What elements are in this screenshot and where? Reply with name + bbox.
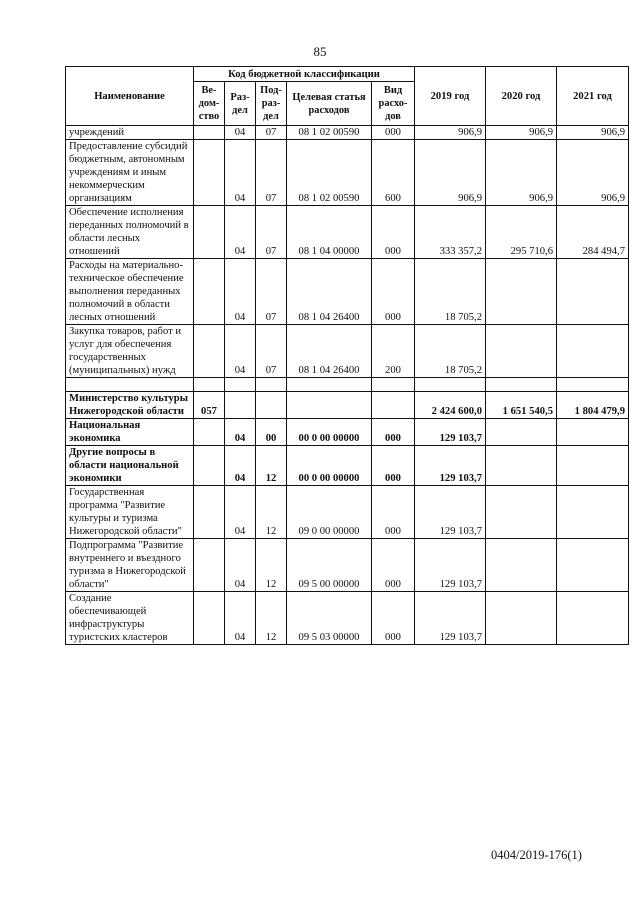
- cell-subsection: 07: [256, 206, 287, 259]
- cell-expense-type: 200: [372, 325, 415, 378]
- cell-2021: [557, 592, 629, 645]
- cell-2021: [557, 325, 629, 378]
- cell-2019: 129 103,7: [415, 486, 486, 539]
- cell-2021: [557, 539, 629, 592]
- cell-target-item: 00 0 00 00000: [287, 419, 372, 446]
- table-row: [66, 392, 629, 419]
- document-code: 0404/2019-176(1): [491, 848, 582, 862]
- cell-department: [194, 446, 225, 486]
- cell-name: учреждений: [66, 126, 194, 140]
- cell-name: Национальная экономика: [66, 419, 194, 446]
- cell-section: 04: [225, 419, 256, 446]
- cell-department: [194, 140, 225, 206]
- cell-2020: [486, 592, 557, 645]
- cell-expense-type: 000: [372, 419, 415, 446]
- cell-target-item: 09 0 00 00000: [287, 486, 372, 539]
- empty-cell: [486, 378, 557, 392]
- empty-cell: [225, 378, 256, 392]
- table-row: [66, 126, 629, 140]
- cell-2021: [557, 446, 629, 486]
- cell-department: [194, 259, 225, 325]
- table-row: [66, 539, 629, 592]
- cell-2019: 906,9: [415, 126, 486, 140]
- cell-2019: 18 705,2: [415, 259, 486, 325]
- cell-section: 04: [225, 592, 256, 645]
- cell-subsection: 12: [256, 539, 287, 592]
- cell-section: 04: [225, 259, 256, 325]
- cell-name: Обеспечение исполнения переданных полномочий в области лесных отношений: [66, 206, 194, 259]
- cell-section: 04: [225, 126, 256, 140]
- cell-name: Другие вопросы в области национальной экономики: [66, 446, 194, 486]
- cell-subsection: 07: [256, 325, 287, 378]
- spacer-row: [66, 378, 629, 392]
- cell-name: Министерство культуры Нижегородской области: [66, 392, 194, 419]
- budget-table: [65, 66, 629, 645]
- cell-department: [194, 325, 225, 378]
- header-name: Наименование: [66, 67, 194, 126]
- cell-department: [194, 419, 225, 446]
- table-row: [66, 592, 629, 645]
- cell-target-item: 00 0 00 00000: [287, 446, 372, 486]
- cell-target-item: 09 5 03 00000: [287, 592, 372, 645]
- cell-name: Расходы на материально-техническое обеспечение выполнения переданных полномочий в области лесных отношений: [66, 259, 194, 325]
- cell-expense-type: 000: [372, 446, 415, 486]
- table-row: [66, 206, 629, 259]
- empty-cell: [256, 378, 287, 392]
- cell-2019: 129 103,7: [415, 592, 486, 645]
- cell-department: [194, 486, 225, 539]
- cell-name: Предоставление субсидий бюджетным, автономным учреждениям и иным некоммерческим организациям: [66, 140, 194, 206]
- cell-expense-type: 000: [372, 206, 415, 259]
- cell-name: Создание обеспечивающей инфраструктуры туристских кластеров: [66, 592, 194, 645]
- cell-subsection: [256, 392, 287, 419]
- table-row: [66, 446, 629, 486]
- page-number: 85: [313, 44, 327, 59]
- cell-2019: 333 357,2: [415, 206, 486, 259]
- cell-2021: [557, 419, 629, 446]
- cell-2021: 1 804 479,9: [557, 392, 629, 419]
- cell-section: 04: [225, 446, 256, 486]
- cell-2019: 906,9: [415, 140, 486, 206]
- cell-2020: 906,9: [486, 126, 557, 140]
- cell-subsection: 12: [256, 592, 287, 645]
- cell-2020: [486, 419, 557, 446]
- table-row: [66, 419, 629, 446]
- empty-cell: [66, 378, 194, 392]
- header-2021: 2021 год: [557, 67, 629, 126]
- cell-department: 057: [194, 392, 225, 419]
- cell-department: [194, 206, 225, 259]
- cell-name: Закупка товаров, работ и услуг для обеспечения государственных (муниципальных) нужд: [66, 325, 194, 378]
- header-subsection: Под-раз-дел: [256, 82, 287, 126]
- cell-department: [194, 539, 225, 592]
- header-2019: 2019 год: [415, 67, 486, 126]
- cell-2021: 906,9: [557, 126, 629, 140]
- empty-cell: [557, 378, 629, 392]
- cell-subsection: 07: [256, 140, 287, 206]
- empty-cell: [415, 378, 486, 392]
- cell-2020: 1 651 540,5: [486, 392, 557, 419]
- cell-2020: 906,9: [486, 140, 557, 206]
- cell-target-item: 08 1 02 00590: [287, 140, 372, 206]
- cell-expense-type: 000: [372, 486, 415, 539]
- cell-section: 04: [225, 325, 256, 378]
- cell-2019: 129 103,7: [415, 539, 486, 592]
- table-row: [66, 259, 629, 325]
- cell-2021: [557, 486, 629, 539]
- cell-2020: [486, 259, 557, 325]
- cell-2019: 2 424 600,0: [415, 392, 486, 419]
- empty-cell: [287, 378, 372, 392]
- header-expense-type: Вид расхо-дов: [372, 82, 415, 126]
- cell-section: 04: [225, 206, 256, 259]
- empty-cell: [194, 378, 225, 392]
- cell-target-item: 08 1 02 00590: [287, 126, 372, 140]
- header-department: Ве-дом-ство: [194, 82, 225, 126]
- cell-department: [194, 126, 225, 140]
- cell-2021: 284 494,7: [557, 206, 629, 259]
- cell-section: 04: [225, 539, 256, 592]
- table-row: [66, 486, 629, 539]
- cell-name: Государственная программа "Развитие культуры и туризма Нижегородской области": [66, 486, 194, 539]
- empty-cell: [372, 378, 415, 392]
- cell-target-item: 09 5 00 00000: [287, 539, 372, 592]
- cell-2020: [486, 539, 557, 592]
- cell-2019: 18 705,2: [415, 325, 486, 378]
- cell-subsection: 12: [256, 486, 287, 539]
- cell-2020: [486, 446, 557, 486]
- cell-department: [194, 592, 225, 645]
- table-row: [66, 140, 629, 206]
- cell-expense-type: 600: [372, 140, 415, 206]
- cell-target-item: 08 1 04 26400: [287, 259, 372, 325]
- cell-target-item: [287, 392, 372, 419]
- cell-section: 04: [225, 486, 256, 539]
- table-row: [66, 325, 629, 378]
- cell-expense-type: 000: [372, 259, 415, 325]
- cell-subsection: 07: [256, 126, 287, 140]
- cell-section: 04: [225, 140, 256, 206]
- cell-expense-type: [372, 392, 415, 419]
- cell-2020: [486, 325, 557, 378]
- table-body: [66, 126, 629, 645]
- cell-2021: 906,9: [557, 140, 629, 206]
- cell-subsection: 07: [256, 259, 287, 325]
- header-target-item: Целевая статья расходов: [287, 82, 372, 126]
- cell-2019: 129 103,7: [415, 446, 486, 486]
- cell-name: Подпрограмма "Развитие внутреннего и въездного туризма в Нижегородской области": [66, 539, 194, 592]
- header-2020: 2020 год: [486, 67, 557, 126]
- cell-target-item: 08 1 04 00000: [287, 206, 372, 259]
- cell-section: [225, 392, 256, 419]
- cell-expense-type: 000: [372, 539, 415, 592]
- cell-subsection: 00: [256, 419, 287, 446]
- cell-expense-type: 000: [372, 592, 415, 645]
- cell-expense-type: 000: [372, 126, 415, 140]
- cell-2020: [486, 486, 557, 539]
- cell-2021: [557, 259, 629, 325]
- header-budget-code: Код бюджетной классификации: [194, 67, 415, 82]
- header-section: Раз-дел: [225, 82, 256, 126]
- cell-subsection: 12: [256, 446, 287, 486]
- cell-2020: 295 710,6: [486, 206, 557, 259]
- cell-target-item: 08 1 04 26400: [287, 325, 372, 378]
- cell-2019: 129 103,7: [415, 419, 486, 446]
